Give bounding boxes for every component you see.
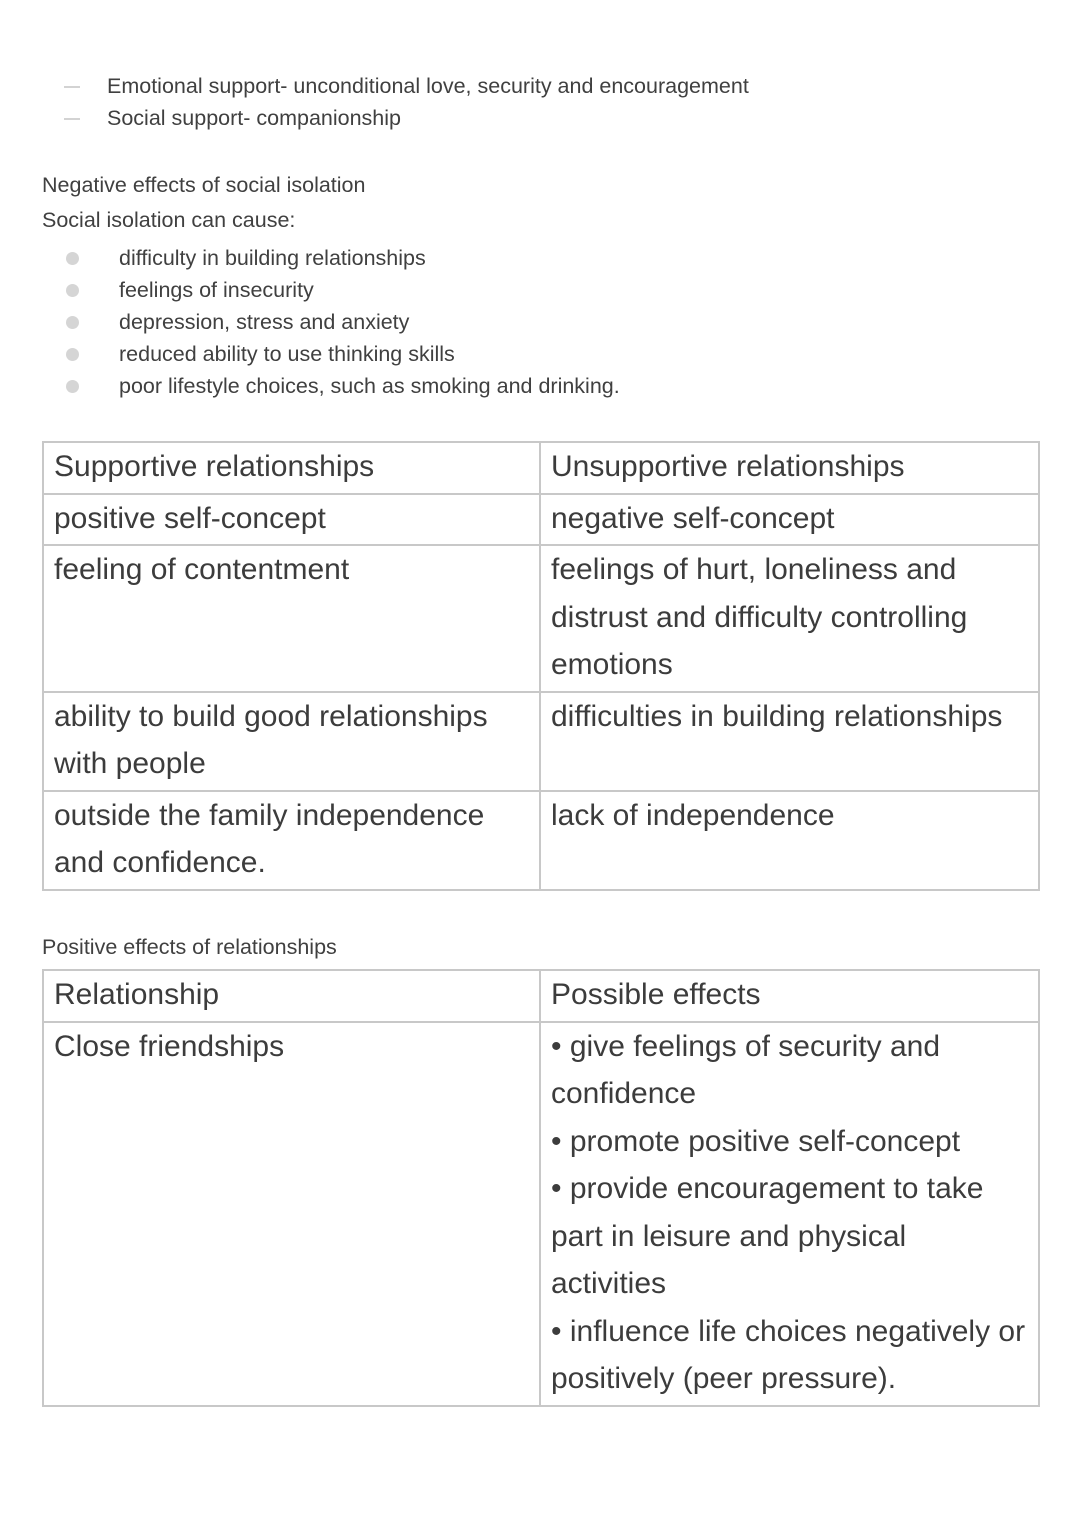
list-item-text: difficulty in building relationships <box>119 246 426 270</box>
table-row <box>43 494 1039 546</box>
table-cell: outside the family independence and confidence. <box>43 791 540 890</box>
list-item-text: poor lifestyle choices, such as smoking and drinking. <box>119 374 620 398</box>
table-row <box>43 1022 1039 1406</box>
bullet-icon <box>66 380 79 393</box>
isolation-effects-list <box>0 242 620 402</box>
list-item <box>0 306 620 338</box>
table-row <box>43 791 1039 890</box>
table-cell: negative self-concept <box>540 494 1039 546</box>
positive-effects-table <box>42 969 1040 1407</box>
table-row <box>43 692 1039 791</box>
table-header-cell: Unsupportive relationships <box>540 442 1039 494</box>
table-cell: positive self-concept <box>43 494 540 546</box>
effect-item: • provide encouragement to take part in leisure and physical activities <box>551 1172 984 1300</box>
support-types-list <box>0 70 749 134</box>
table-cell: feeling of contentment <box>43 545 540 692</box>
bullet-icon <box>66 284 79 297</box>
table-header-row <box>43 970 1039 1022</box>
table-header-cell: Relationship <box>43 970 540 1022</box>
positive-effects-heading: Positive effects of relationships <box>42 935 337 959</box>
table-header-cell: Possible effects <box>540 970 1039 1022</box>
table-row <box>43 545 1039 692</box>
effect-item: • promote positive self-concept <box>551 1124 961 1158</box>
list-item-text: Emotional support- unconditional love, security and encouragement <box>107 74 749 98</box>
list-item <box>0 370 620 402</box>
effect-item: • influence life choices negatively or positively (peer pressure). <box>551 1314 1026 1395</box>
list-item-text: Social support- companionship <box>107 106 401 130</box>
effects-cell <box>540 1022 1039 1406</box>
table-cell: Close friendships <box>43 1022 540 1406</box>
table-cell: lack of independence <box>540 791 1039 890</box>
dash-icon <box>64 86 80 88</box>
dash-icon <box>64 118 80 120</box>
table-cell: feelings of hurt, loneliness and distrust and difficulty controlling emotions <box>540 545 1039 692</box>
relationships-comparison-table <box>42 441 1040 891</box>
list-item-text: depression, stress and anxiety <box>119 310 410 334</box>
list-item <box>0 242 620 274</box>
list-item <box>0 274 620 306</box>
bullet-icon <box>66 348 79 361</box>
list-item-text: reduced ability to use thinking skills <box>119 342 455 366</box>
list-item <box>0 70 749 102</box>
table-cell: difficulties in building relationships <box>540 692 1039 791</box>
list-item <box>0 338 620 370</box>
table-header-cell: Supportive relationships <box>43 442 540 494</box>
effect-item: • give feelings of security and confidence <box>551 1029 941 1110</box>
isolation-intro: Social isolation can cause: <box>42 208 296 232</box>
bullet-icon <box>66 316 79 329</box>
bullet-icon <box>66 252 79 265</box>
list-item <box>0 102 749 134</box>
list-item-text: feelings of insecurity <box>119 278 314 302</box>
table-cell: ability to build good relationships with people <box>43 692 540 791</box>
table-header-row <box>43 442 1039 494</box>
isolation-heading: Negative effects of social isolation <box>42 173 366 197</box>
